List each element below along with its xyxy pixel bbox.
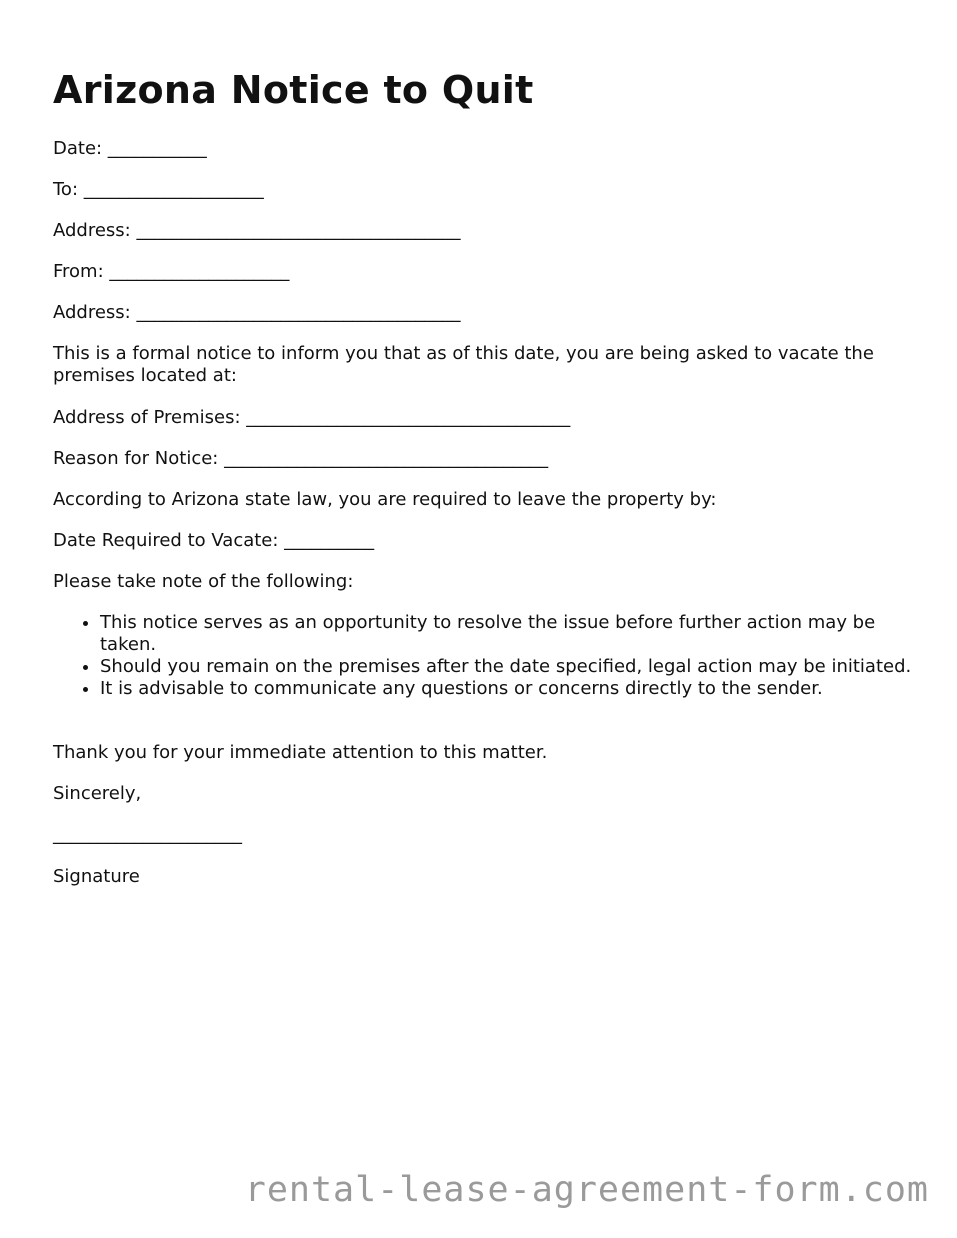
watermark: rental-lease-agreement-form.com	[244, 1170, 929, 1210]
signature-line: _____________________	[53, 824, 242, 845]
intro-paragraph: This is a formal notice to inform you that as of this date, you are being asked to vacate the premises located at:	[53, 343, 874, 386]
vacate-date-field-line: Date Required to Vacate: __________	[53, 530, 375, 551]
date-field-line: Date: ___________	[53, 138, 207, 159]
to-address-field-line: Address: ____________________________________	[53, 220, 461, 241]
list-item: • Should you remain on the premises after the date specified, legal action may be initiated.	[100, 656, 920, 678]
premises-address-field-line: Address of Premises: ____________________________________	[53, 407, 571, 428]
list-item: • This notice serves as an opportunity to resolve the issue before further action may be taken.	[100, 612, 920, 656]
notes-intro: Please take note of the following:	[53, 571, 354, 592]
signature-label: Signature	[53, 866, 140, 887]
closing-line: Sincerely,	[53, 783, 142, 804]
from-address-field-line: Address: ____________________________________	[53, 302, 461, 323]
document-title: Arizona Notice to Quit	[53, 68, 534, 112]
to-field-line: To: ____________________	[53, 179, 264, 200]
notes-list	[53, 612, 920, 700]
reason-field-line: Reason for Notice: ____________________________________	[53, 448, 549, 469]
list-item: • It is advisable to communicate any questions or concerns directly to the sender.	[100, 678, 920, 700]
from-field-line: From: ____________________	[53, 261, 290, 282]
law-paragraph: According to Arizona state law, you are required to leave the property by:	[53, 489, 717, 510]
thank-you-line: Thank you for your immediate attention to this matter.	[53, 742, 548, 763]
